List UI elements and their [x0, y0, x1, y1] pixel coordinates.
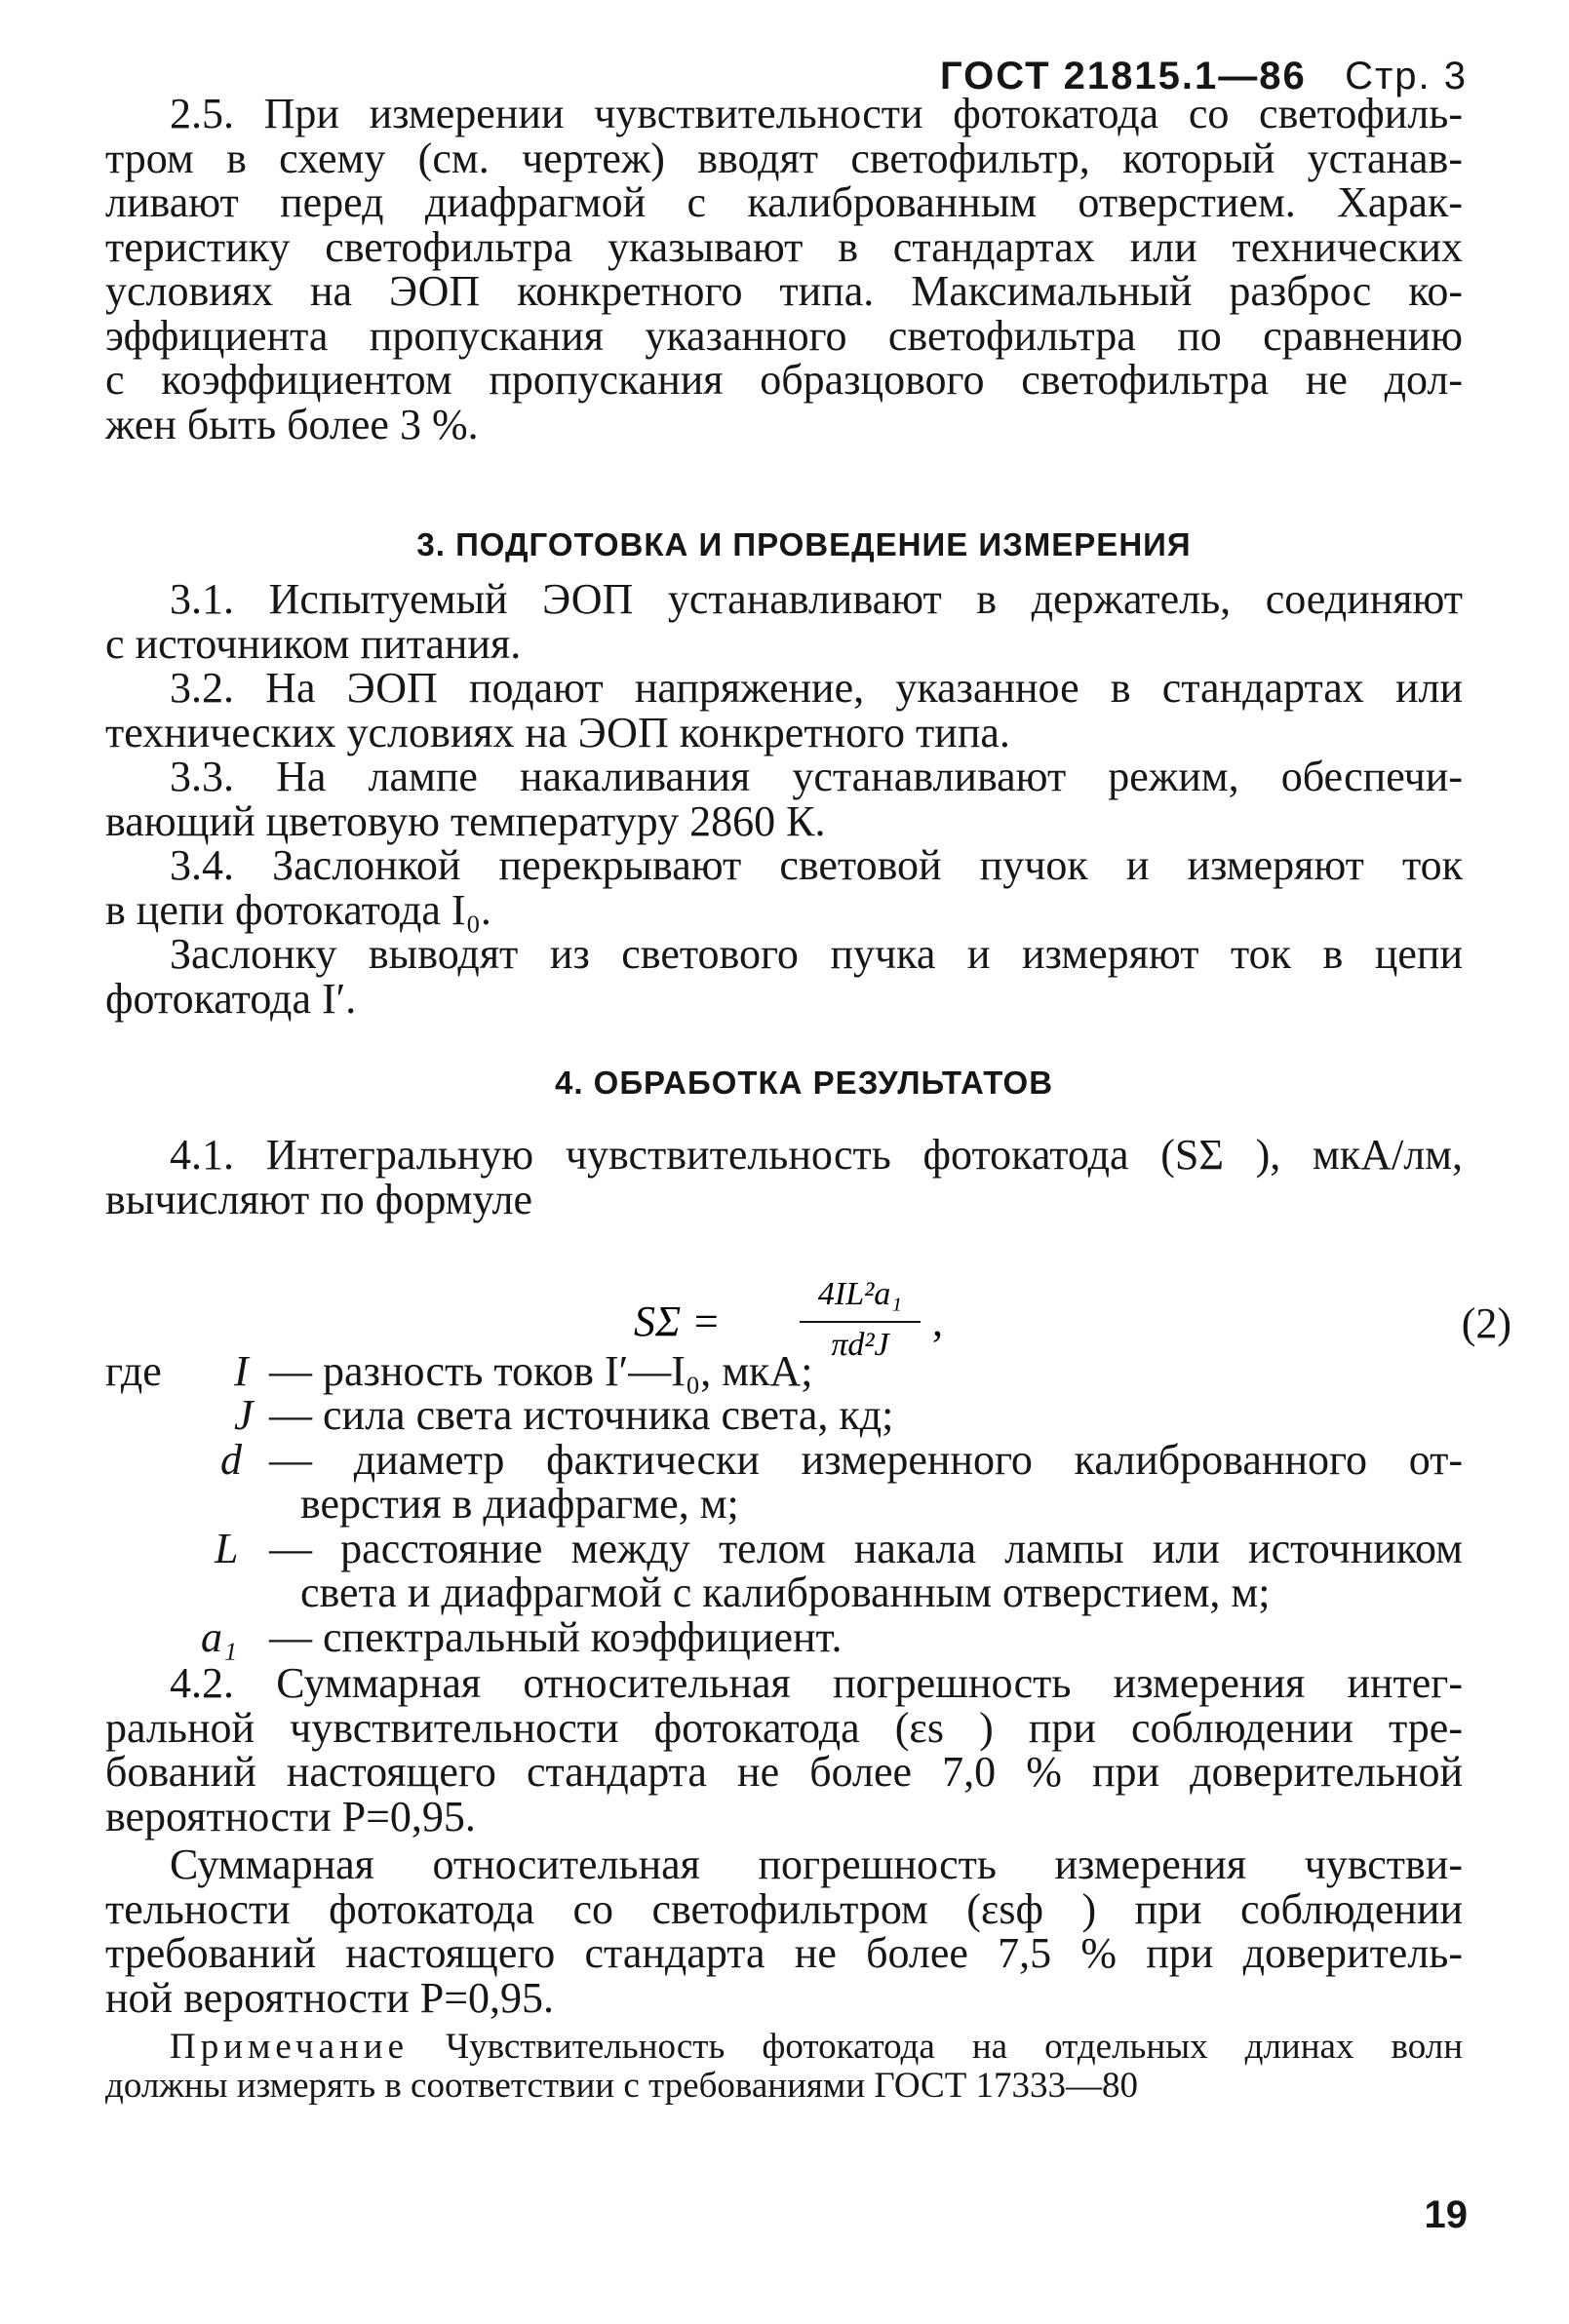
text-line: условиях на ЭОП конкретного типа. Максимальный разброс ко-	[105, 267, 1463, 315]
text-line: фотокатода I′.	[105, 974, 357, 1023]
text-line: 2.5. При измерении чувствительности фотокатода со светофиль-	[170, 90, 1463, 137]
legend-var: L	[215, 1525, 239, 1572]
text-line: Заслонку выводят из светового пучка и измеряют ток в цепи	[170, 930, 1463, 978]
paragraph-4-1	[105, 1133, 1463, 1221]
text-line: ральной чувствительности фотокатода (εs ) при соблюдении тре-	[105, 1703, 1463, 1752]
note-line: должны измерять в соответствии с требованиями ГОСТ 17333—80	[105, 2066, 1139, 2106]
note-lead: Примечание	[170, 2027, 409, 2067]
paragraph-summary	[105, 1842, 1463, 2020]
text-line: с источником питания.	[105, 619, 522, 668]
text-line: 3.3. На лампе накаливания устанавливают режим, обеспечи-	[170, 753, 1463, 800]
text-line: тром в схему (см. чертеж) вводят светофильтр, который устанав-	[105, 134, 1463, 182]
gost-number: ГОСТ 21815.1—86	[939, 55, 1307, 97]
text-line: 3.2. На ЭОП подают напряжение, указанное в стандартах или	[170, 664, 1463, 712]
text-line: Суммарная относительная погрешность измерения чувстви-	[170, 1840, 1463, 1888]
page-indicator: Стр. 3	[1345, 55, 1468, 97]
text-line: жен быть более 3 %.	[105, 400, 479, 448]
section-3-body	[105, 577, 1463, 1021]
legend-text: — сила света источника света, кд;	[269, 1391, 894, 1439]
where-label: где	[105, 1347, 162, 1395]
formula-denominator: πd²J	[831, 1327, 889, 1363]
text-line: 3.1. Испытуемый ЭОП устанавливают в держатель, соединяют	[170, 575, 1463, 623]
text-line: 3.4. Заслонкой перекрывают световой пучок и измеряют ток	[170, 841, 1463, 889]
text-line: требований настоящего стандарта не более 7,5 % при доверитель-	[105, 1929, 1463, 1977]
note-text: Чувствительность фотокатода на отдельных длинах волн	[446, 2027, 1463, 2067]
legend-var: I	[234, 1347, 249, 1395]
legend-continuation: света и диафрагмой с калиброванным отверстием, м;	[300, 1569, 1271, 1616]
text-line: вычисляют по формуле	[105, 1175, 533, 1223]
text-line: технических условиях на ЭОП конкретного типа.	[105, 708, 1010, 756]
section-title-3: 3. ПОДГОТОВКА И ПРОВЕДЕНИЕ ИЗМЕРЕНИЯ	[416, 526, 1192, 562]
text-line: тельности фотокатода со светофильтром (εsф ) при соблюдении	[105, 1884, 1463, 1933]
text-line: 4.2. Суммарная относительная погрешность измерения интег-	[170, 1659, 1463, 1707]
text-line: с коэффициентом пропускания образцового светофильтра не дол-	[105, 356, 1463, 404]
legend-continuation: верстия в диафрагме, м;	[300, 1480, 739, 1528]
text-line: ливают перед диафрагмой с калиброванным отверстием. Харак-	[105, 178, 1463, 226]
text-line: в цепи фотокатода I₀.	[105, 885, 491, 934]
legend-text: — диаметр фактически измеренного калиброванного от-	[269, 1436, 1463, 1484]
text-line: вероятности P=0,95.	[105, 1792, 476, 1840]
legend-var: a₁	[201, 1613, 238, 1661]
text-line: теристику светофильтра указывают в стандартах или технических	[105, 222, 1463, 271]
variable-legend	[105, 1349, 1463, 1661]
legend-text: — разность токов I′—I₀, мкА;	[269, 1347, 813, 1395]
text-line: эффициента пропускания указанного светофильтра по сравнению	[105, 311, 1463, 360]
text-line: ной вероятности P=0,95.	[105, 1973, 555, 2022]
legend-text: — расстояние между телом накала лампы или источником	[269, 1525, 1463, 1572]
formula-comma: ,	[932, 1298, 943, 1345]
note-line	[105, 2028, 1463, 2067]
legend-var: d	[220, 1436, 242, 1484]
legend-text: — спектральный коэффициент.	[269, 1613, 843, 1661]
section-title-4: 4. ОБРАБОТКА РЕЗУЛЬТАТОВ	[554, 1065, 1054, 1101]
formula-lhs: SΣ =	[634, 1298, 721, 1345]
text-line: вающий цветовую температуру 2860 К.	[105, 796, 826, 845]
page-number: 19	[1424, 2193, 1468, 2236]
legend-var: J	[234, 1391, 254, 1439]
paragraph-4-2	[105, 1661, 1463, 1839]
text-line: 4.1. Интегральную чувствительность фотокатода (SΣ ), мкА/лм,	[170, 1131, 1463, 1179]
text-line: бований настоящего стандарта не более 7,0 % при доверительной	[105, 1748, 1463, 1796]
formula-numerator: 4IL²a₁	[817, 1276, 903, 1312]
formula-number: (2)	[1461, 1299, 1511, 1347]
paragraph-2-5	[105, 92, 1463, 446]
